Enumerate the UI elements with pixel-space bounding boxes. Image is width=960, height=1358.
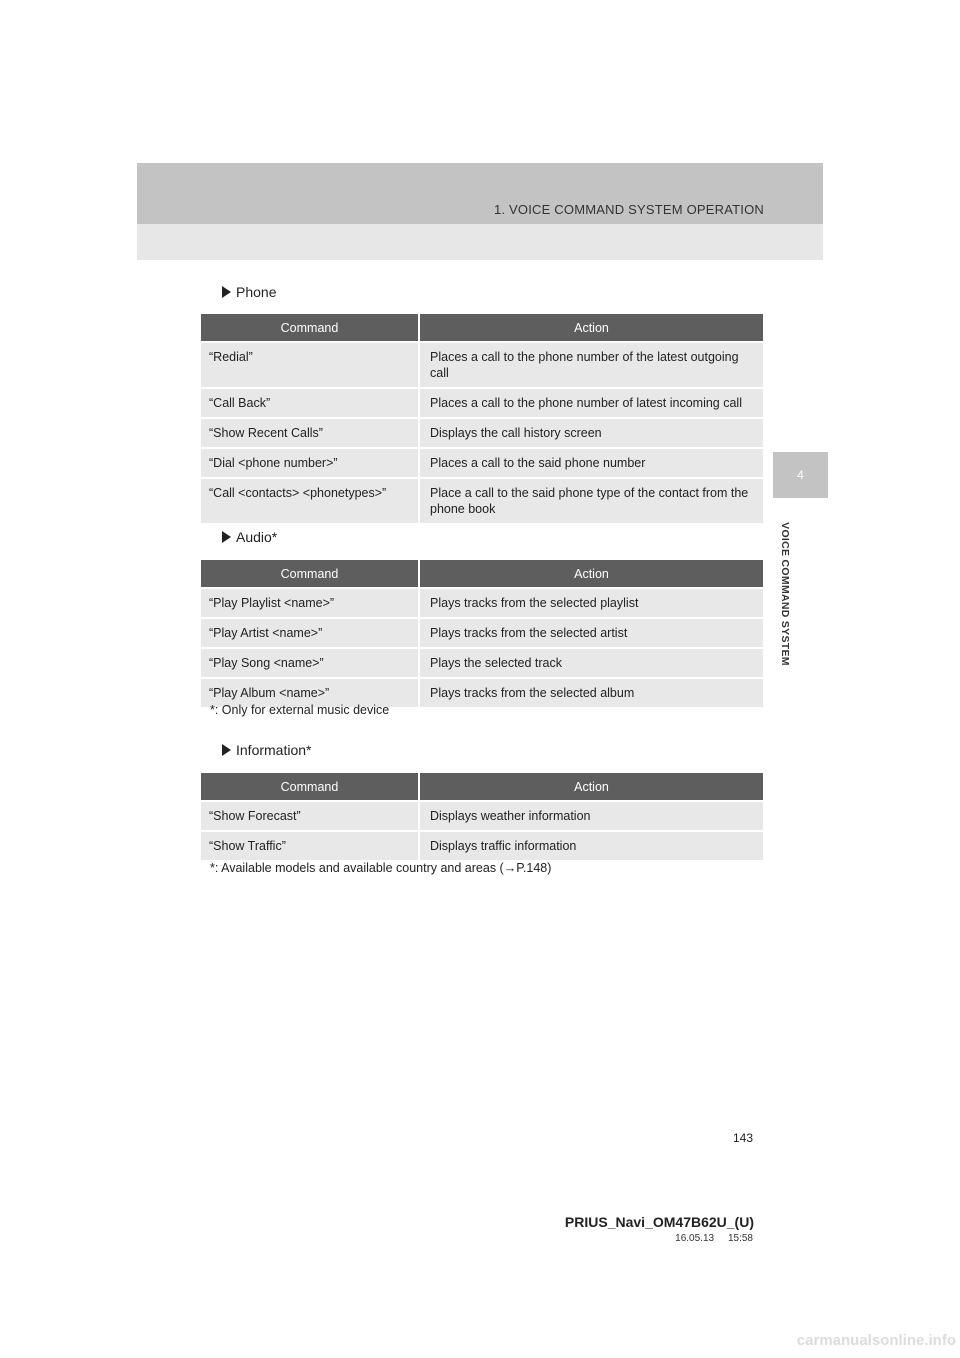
information-footnote: *: Available models and available country and areas (→P.148)	[210, 861, 552, 875]
chapter-number-tab: 4	[773, 452, 828, 498]
action-cell: Places a call to the phone number of latest incoming call	[419, 388, 763, 418]
table-row	[201, 648, 763, 678]
table-row	[201, 388, 763, 418]
document-code: PRIUS_Navi_OM47B62U_(U)	[564, 1214, 754, 1230]
chapter-title: 1. VOICE COMMAND SYSTEM OPERATION	[493, 202, 764, 217]
command-cell: “Show Recent Calls”	[201, 418, 419, 448]
section-heading-information	[222, 742, 311, 758]
print-timestamp: 16.05.13 15:58	[675, 1233, 753, 1244]
command-cell: “Call <contacts> <phonetypes>”	[201, 478, 419, 523]
action-cell: Plays tracks from the selected album	[419, 678, 763, 707]
column-header-action: Action	[419, 314, 763, 342]
action-cell: Places a call to the said phone number	[419, 448, 763, 478]
action-cell: Displays traffic information	[419, 831, 763, 860]
command-cell: “Play Artist <name>”	[201, 618, 419, 648]
table-row	[201, 478, 763, 523]
command-cell: “Dial <phone number>”	[201, 448, 419, 478]
command-cell: “Play Playlist <name>”	[201, 588, 419, 618]
table-row	[201, 801, 763, 831]
table-row	[201, 448, 763, 478]
header-band	[137, 163, 823, 260]
column-header-action: Action	[419, 560, 763, 588]
phone-command-table	[201, 314, 763, 523]
command-cell: “Redial”	[201, 342, 419, 388]
table-row	[201, 588, 763, 618]
table-row	[201, 831, 763, 860]
triangle-bullet-icon	[222, 531, 231, 543]
audio-command-table	[201, 560, 763, 707]
section-heading-text: Information*	[236, 742, 312, 758]
information-command-table	[201, 773, 763, 860]
command-cell: “Play Album <name>”	[201, 678, 419, 707]
command-cell: “Show Traffic”	[201, 831, 419, 860]
triangle-bullet-icon	[222, 744, 231, 756]
action-cell: Plays tracks from the selected playlist	[419, 588, 763, 618]
section-heading-audio	[222, 529, 277, 545]
table-row	[201, 418, 763, 448]
chapter-side-label	[771, 508, 791, 680]
command-cell: “Call Back”	[201, 388, 419, 418]
action-cell: Plays the selected track	[419, 648, 763, 678]
table-header-row	[201, 560, 763, 588]
command-cell: “Show Forecast”	[201, 801, 419, 831]
action-cell: Plays tracks from the selected artist	[419, 618, 763, 648]
action-cell: Place a call to the said phone type of the contact from the phone book	[419, 478, 763, 523]
column-header-action: Action	[419, 773, 763, 801]
action-cell: Displays weather information	[419, 801, 763, 831]
section-heading-text: Audio*	[236, 529, 278, 545]
audio-footnote: *: Only for external music device	[210, 703, 390, 717]
table-header-row	[201, 773, 763, 801]
table-row	[201, 342, 763, 388]
column-header-command: Command	[201, 560, 419, 588]
section-heading-phone	[222, 284, 276, 300]
command-cell: “Play Song <name>”	[201, 648, 419, 678]
header-top-bar	[137, 163, 823, 224]
site-watermark: carmanualsonline.info	[796, 1332, 956, 1349]
action-cell: Places a call to the phone number of the latest outgoing call	[419, 342, 763, 388]
chapter-side-label-text: VOICE COMMAND SYSTEM	[779, 522, 791, 666]
triangle-bullet-icon	[222, 286, 231, 298]
column-header-command: Command	[201, 314, 419, 342]
action-cell: Displays the call history screen	[419, 418, 763, 448]
table-header-row	[201, 314, 763, 342]
page-number: 143	[732, 1131, 753, 1145]
table-row	[201, 618, 763, 648]
section-heading-text: Phone	[236, 284, 277, 300]
column-header-command: Command	[201, 773, 419, 801]
